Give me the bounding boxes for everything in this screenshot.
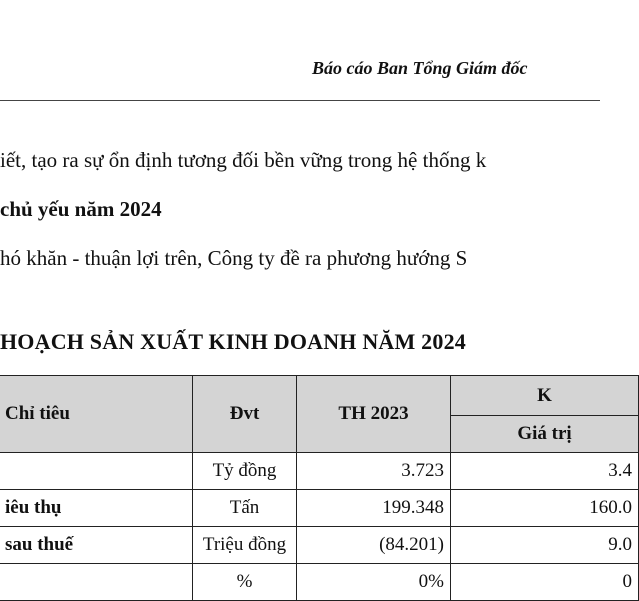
body-text-line-1: iết, tạo ra sự ổn định tương đối bền vững trong hệ thống k (0, 148, 487, 172)
table-row (0, 490, 639, 527)
table-row (0, 527, 639, 564)
row-indicator (0, 564, 193, 601)
row-th2023: 0% (297, 564, 451, 601)
body-text-line-3: hó khăn - thuận lợi trên, Công ty đề ra phương hướng S (0, 246, 468, 270)
row-unit: Tấn (193, 490, 297, 527)
section-heading: chủ yếu năm 2024 (0, 197, 162, 221)
header-plan-group: K (451, 376, 639, 416)
table-body (0, 453, 639, 601)
row-th2023: (84.201) (297, 527, 451, 564)
row-value: 0 (451, 564, 639, 601)
row-unit: Triệu đồng (193, 527, 297, 564)
table-header (0, 376, 639, 453)
header-th2023: TH 2023 (297, 376, 451, 453)
row-unit: Tỷ đồng (193, 453, 297, 490)
plan-table (0, 375, 639, 601)
header-indicator: Chỉ tiêu (0, 376, 193, 453)
table-row (0, 453, 639, 490)
header-unit: Đvt (193, 376, 297, 453)
row-indicator: iêu thụ (0, 490, 193, 527)
row-th2023: 199.348 (297, 490, 451, 527)
row-value: 9.0 (451, 527, 639, 564)
row-value: 3.4 (451, 453, 639, 490)
table-row (0, 564, 639, 601)
header-value: Giá trị (451, 416, 639, 453)
table-title: HOẠCH SẢN XUẤT KINH DOANH NĂM 2024 (0, 329, 466, 354)
running-header: Báo cáo Ban Tổng Giám đốc (312, 58, 528, 78)
row-indicator (0, 453, 193, 490)
row-unit: % (193, 564, 297, 601)
row-indicator: sau thuế (0, 527, 193, 564)
row-value: 160.0 (451, 490, 639, 527)
header-rule (0, 100, 600, 101)
row-th2023: 3.723 (297, 453, 451, 490)
